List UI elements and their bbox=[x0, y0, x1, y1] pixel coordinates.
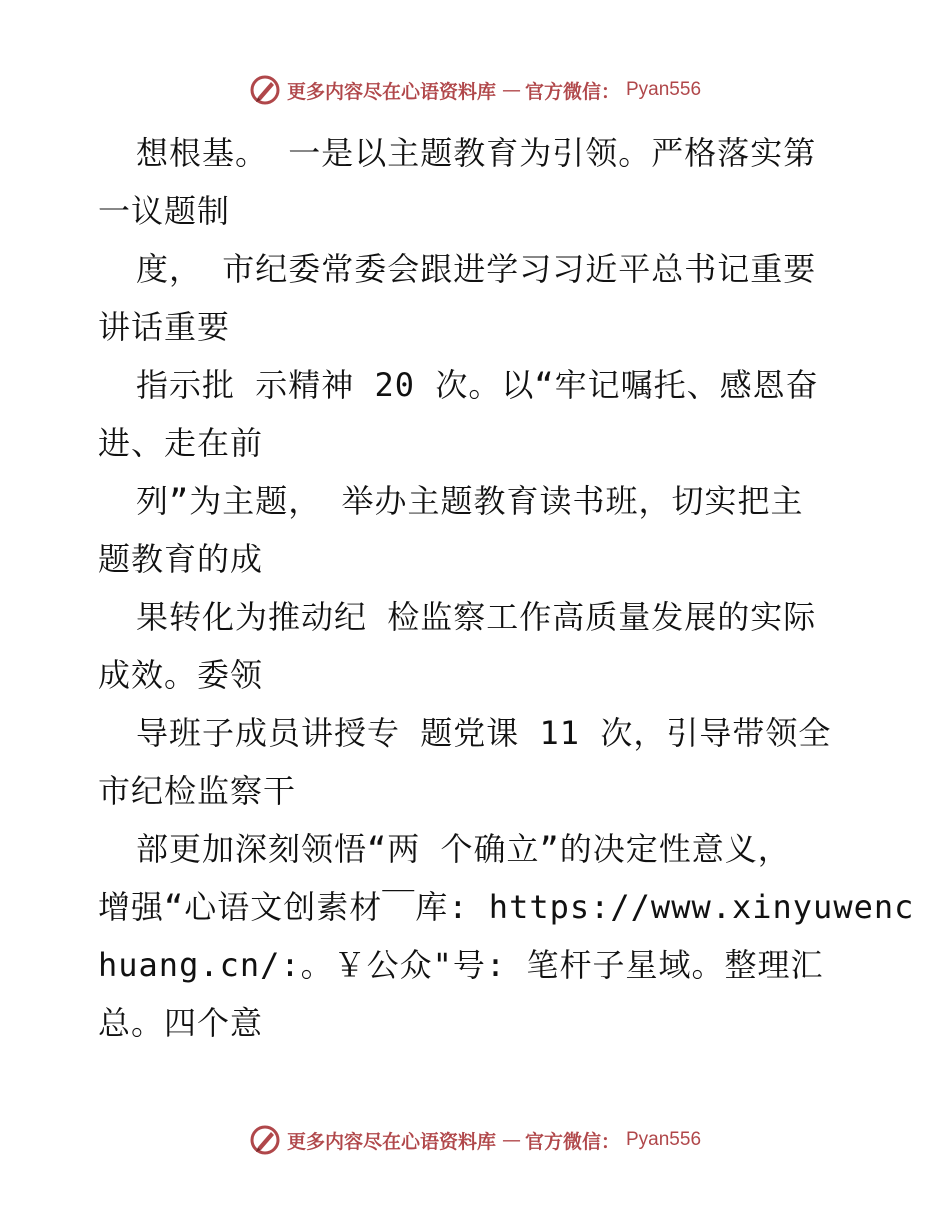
body-text bbox=[98, 124, 915, 1052]
banner-official-label: 官方微信： bbox=[524, 1130, 620, 1153]
text-line: 成效。委领 bbox=[98, 656, 264, 694]
text-line: 讲话重要 bbox=[98, 308, 231, 346]
text-line: 一议题制 bbox=[98, 192, 231, 230]
text-line: 想根基。 一是以主题教育为引领。严格落实第 bbox=[136, 134, 817, 172]
text-line: 果转化为推动纪 检监察工作高质量发展的实际 bbox=[136, 598, 817, 636]
text-line: 题教育的成 bbox=[98, 540, 264, 578]
banner-separator: — bbox=[501, 1129, 519, 1151]
banner-separator: — bbox=[501, 79, 519, 101]
text-line: huang.cn/:。￥公众"号: 笔杆子星域。整理汇 bbox=[98, 946, 824, 984]
text-line: 列”为主题， 举办主题教育读书班，切实把主 bbox=[136, 482, 804, 520]
banner-title: 更多内容尽在心语资料库 bbox=[286, 1130, 496, 1153]
header-banner bbox=[0, 70, 950, 110]
banner-official-label: 官方微信： bbox=[524, 80, 620, 103]
text-line: 度， 市纪委常委会跟进学习习近平总书记重要 bbox=[136, 250, 817, 288]
text-line: 总。四个意 bbox=[98, 1004, 264, 1042]
text-line: 部更加深刻领悟“两 个确立”的决定性意义， bbox=[136, 830, 791, 868]
footer-banner bbox=[0, 1120, 950, 1160]
text-line: 指示批 示精神 20 次。以“牢记嘱托、感恩奋 bbox=[136, 366, 819, 404]
banner-wechat-id: Pyan556 bbox=[626, 1129, 702, 1150]
pen-logo-icon bbox=[249, 1124, 281, 1156]
banner-wechat-id: Pyan556 bbox=[626, 79, 702, 100]
text-line: 市纪检监察干 bbox=[98, 772, 297, 810]
pen-logo-icon bbox=[249, 74, 281, 106]
text-line: 导班子成员讲授专 题党课 11 次，引导带领全 bbox=[136, 714, 832, 752]
banner-title: 更多内容尽在心语资料库 bbox=[286, 80, 496, 103]
text-line: 进、走在前 bbox=[98, 424, 264, 462]
text-line: 增强“心语文创素材￣库: https://www.xinyuwenc bbox=[98, 888, 915, 926]
